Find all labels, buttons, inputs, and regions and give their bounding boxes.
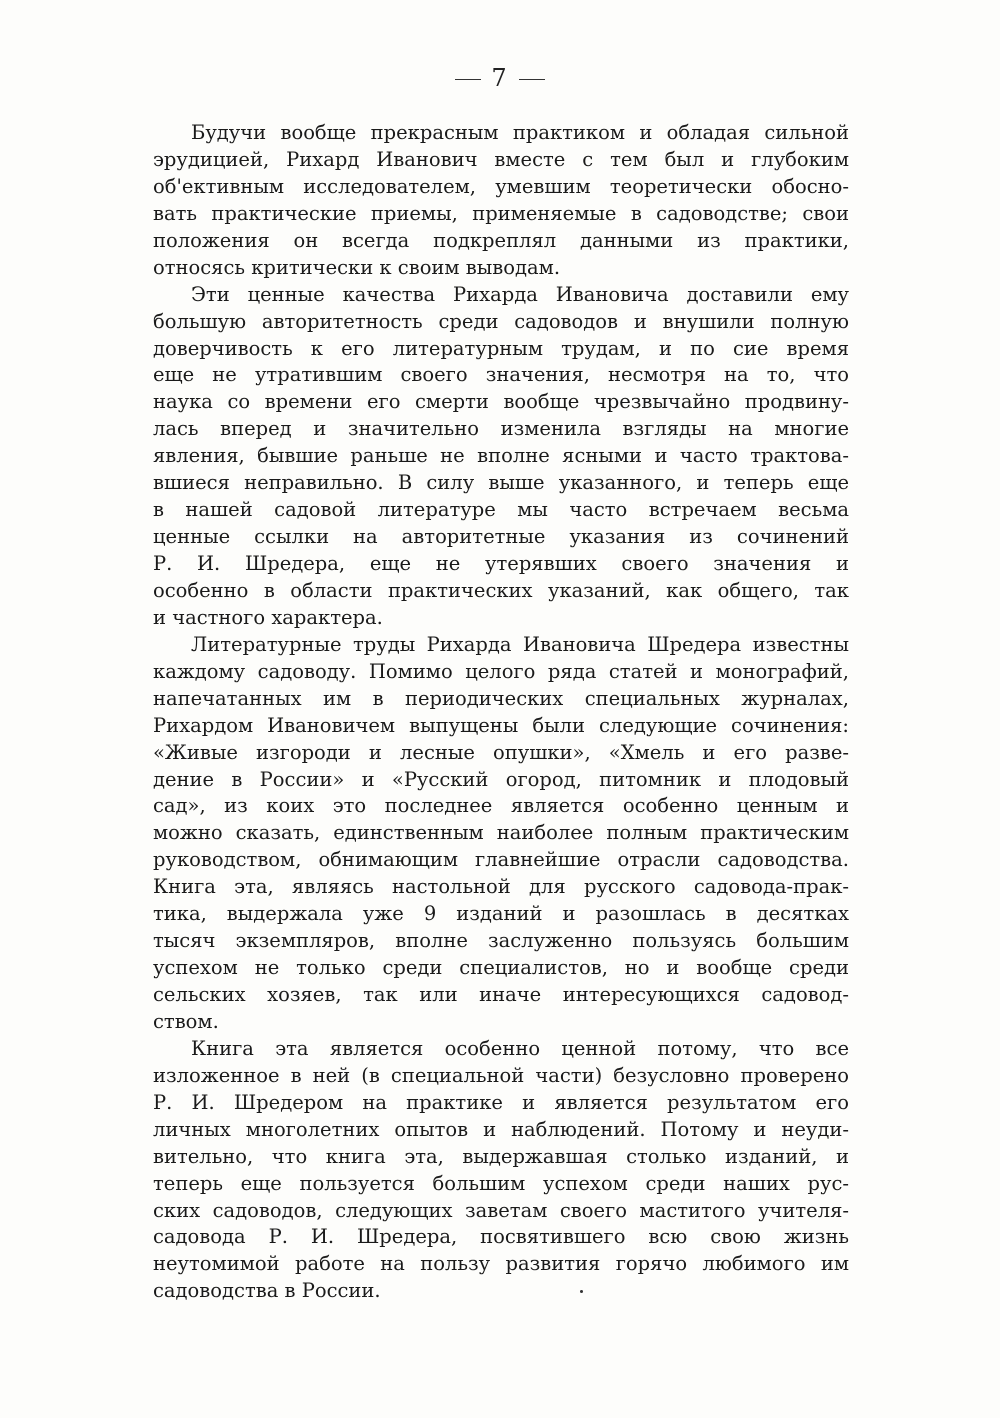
text-line: еще не утратившим своего значения, несмотря на то, что [153,363,849,387]
text-line: Будучи вообще прекрасным практиком и обладая сильной [191,121,849,144]
text-line: тысяч экземпляров, вполне заслуженно пользуясь большим [153,929,849,953]
text-line: сельских хозяев, так или иначе интересующихся садовод- [153,983,849,1006]
text-line: явления, бывшие раньше не вполне ясными и часто трактова- [153,444,849,468]
text-line: Литературные труды Рихарда Ивановича Шредера известны [191,632,849,656]
text-line: относясь критически к своим выводам. [153,255,561,279]
right-dash [519,79,545,80]
text-line: Р. И. Шредера, еще не утерявших своего значения и [153,552,849,575]
paragraph-3 [153,632,849,1036]
text-line: Рихардом Ивановичем выпущены были следующие сочинения: [153,713,849,737]
paragraph-4 [153,1036,849,1305]
text-line: успехом не только среди специалистов, но и вообще среди [153,956,849,980]
text-line: теперь еще пользуется большим успехом среди наших рус- [153,1171,849,1195]
text-line: дение в России» и «Русский огород, питомник и плодовый [153,767,849,791]
text-line: лась вперед и значительно изменила взгляды на многие [153,417,849,441]
text-line: положения он всегда подкреплял данными из практики, [153,228,849,252]
paragraph-1 [153,120,849,282]
text-line: можно сказать, единственным наиболее полным практическим [153,821,849,845]
text-line: вать практические приемы, применяемые в садоводстве; свои [153,201,849,225]
text-line: руководством, обнимающим главнейшие отрасли садоводства. [153,848,849,872]
text-line: наука со времени его смерти вообще чрезвычайно продвину- [153,390,849,414]
text-line: садовода Р. И. Шредера, посвятившего всю свою жизнь [153,1225,849,1249]
text-line: личных многолетних опытов и наблюдений. Потому и неуди- [153,1117,849,1141]
text-line: ством. [153,1009,219,1033]
text-line: каждому садоводу. Помимо целого ряда статей и монографий, [153,659,849,683]
text-line: об'ективным исследователем, умевшим теоретически обосно- [153,174,849,198]
text-line: особенно в области практических указаний, как общего, так [153,578,849,602]
text-line: и частного характера. [153,605,383,629]
text-line: вительно, что книга эта, выдержавшая столько изданий, и [153,1144,849,1168]
text-line: Книга эта является особенно ценной потому, что все [191,1036,849,1060]
text-line: «Живые изгороди и лесные опушки», «Хмель и его разве- [153,740,849,764]
text-line: тика, выдержала уже 9 изданий и разошлась в десятках [153,902,849,926]
text-line: доверчивость к его литературным трудам, и по сие время [153,336,849,360]
left-dash [455,79,481,80]
page-number: 7 [491,64,509,92]
text-line: ских садоводов, следующих заветам своего маститого учителя- [153,1198,849,1222]
paragraph-2 [153,282,849,632]
print-speck [580,1290,583,1293]
text-line: большую авторитетность среди садоводов и внушили полную [153,309,849,333]
text-line: сад», из коих это последнее является особенно ценным и [153,794,849,818]
text-line: садоводства в России. [153,1279,381,1303]
text-line: Книга эта, являясь настольной для русского садовода-прак- [153,875,849,899]
text-line: напечатанных им в периодических специальных журналах, [153,686,849,710]
text-line: ценные ссылки на авторитетные указания из сочинений [153,525,849,549]
text-line: вшиеся неправильно. В силу выше указанного, и теперь еще [153,471,849,495]
text-line: неутомимой работе на пользу развития горячо любимого им [153,1252,849,1276]
page-number-header [0,64,1000,92]
text-line: Р. И. Шредером на практике и является результатом его [153,1090,849,1114]
text-line: изложенное в ней (в специальной части) безусловно проверено [153,1063,849,1087]
body-text [153,120,849,1305]
text-line: в нашей садовой литературе мы часто встречаем весьма [153,498,849,522]
text-line: эрудицией, Рихард Иванович вместе с тем был и глубоким [153,147,849,171]
text-line: Эти ценные качества Рихарда Ивановича доставили ему [191,282,849,306]
